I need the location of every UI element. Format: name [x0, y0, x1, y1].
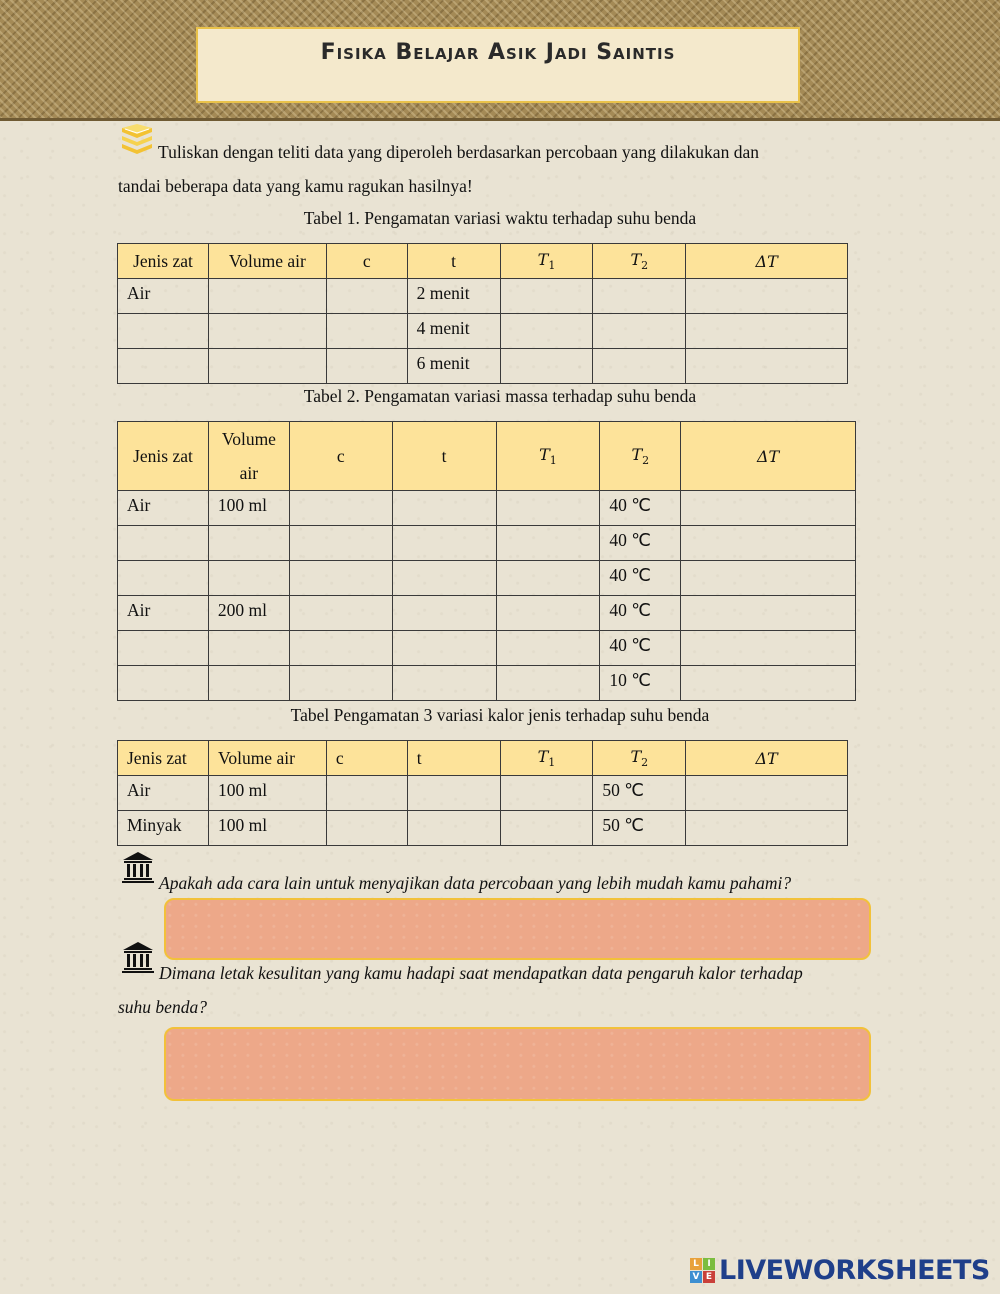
table2 [117, 421, 856, 701]
cell[interactable]: Air [118, 776, 209, 811]
cell[interactable] [686, 314, 848, 349]
cell[interactable] [326, 314, 407, 349]
cell[interactable] [686, 811, 848, 846]
cell[interactable] [118, 349, 209, 384]
cell[interactable]: 100 ml [208, 491, 289, 526]
col-header-volume-air: Volume air [208, 244, 326, 279]
col-header-t1: $T_1$ [496, 422, 600, 491]
cell[interactable] [681, 666, 856, 701]
col-header-volume-air [208, 422, 289, 491]
cell[interactable] [681, 526, 856, 561]
cell[interactable]: 10 ℃ [600, 666, 681, 701]
cell[interactable]: 100 ml [208, 811, 326, 846]
cell[interactable] [326, 279, 407, 314]
cell[interactable]: 200 ml [208, 596, 289, 631]
cell[interactable]: 40 ℃ [600, 596, 681, 631]
cell[interactable] [681, 561, 856, 596]
cell[interactable] [326, 811, 407, 846]
answer2-field[interactable] [164, 1027, 871, 1101]
cell[interactable] [392, 526, 496, 561]
cell[interactable] [289, 491, 392, 526]
col-header-t: t [407, 741, 500, 776]
cell[interactable]: Air [118, 596, 209, 631]
table-row [118, 631, 856, 666]
table-row [118, 279, 848, 314]
table-row [118, 776, 848, 811]
cell[interactable] [496, 491, 600, 526]
table-row [118, 811, 848, 846]
cell[interactable] [289, 596, 392, 631]
cell[interactable] [289, 526, 392, 561]
cell[interactable] [208, 314, 326, 349]
col-header-t2: $T_2$ [593, 741, 686, 776]
col-header-jenis-zat: Jenis zat [118, 422, 209, 491]
cell[interactable] [208, 279, 326, 314]
cell[interactable] [289, 561, 392, 596]
table-row [118, 314, 848, 349]
cell[interactable] [118, 561, 209, 596]
cell[interactable] [392, 666, 496, 701]
cell[interactable] [208, 349, 326, 384]
cell[interactable] [686, 349, 848, 384]
cell[interactable] [681, 596, 856, 631]
cell[interactable] [686, 279, 848, 314]
cell[interactable]: 4 menit [407, 314, 500, 349]
cell[interactable] [289, 631, 392, 666]
museum-icon [121, 941, 155, 973]
cell[interactable] [500, 314, 593, 349]
table2-caption: Tabel 2. Pengamatan variasi massa terhadap suhu benda [303, 386, 697, 406]
cell[interactable] [392, 561, 496, 596]
cell[interactable]: 50 ℃ [593, 811, 686, 846]
table2-header-row [118, 422, 856, 491]
col-header-volume-line2: air [239, 463, 259, 483]
table1 [117, 243, 848, 384]
col-header-t1: $T_1$ [500, 244, 593, 279]
col-header-c: c [289, 422, 392, 491]
cell[interactable] [686, 776, 848, 811]
cell[interactable] [118, 526, 209, 561]
cell[interactable] [208, 666, 289, 701]
cell[interactable] [392, 491, 496, 526]
table-row [118, 491, 856, 526]
cell[interactable]: Air [118, 279, 209, 314]
cell[interactable] [496, 526, 600, 561]
cell[interactable] [496, 666, 600, 701]
table-row [118, 666, 856, 701]
cell[interactable] [289, 666, 392, 701]
table-row [118, 349, 848, 384]
answer1-field[interactable] [164, 898, 871, 960]
cell[interactable] [392, 631, 496, 666]
cell[interactable]: 40 ℃ [600, 526, 681, 561]
cell[interactable] [681, 491, 856, 526]
cell[interactable] [496, 631, 600, 666]
cell[interactable] [392, 596, 496, 631]
cell[interactable]: 40 ℃ [600, 631, 681, 666]
intro-line-2: tandai beberapa data yang kamu ragukan hasilnya! [118, 176, 473, 196]
cell[interactable] [326, 776, 407, 811]
question2-line-2: suhu benda? [118, 997, 207, 1017]
cell[interactable] [681, 631, 856, 666]
cell[interactable] [407, 776, 500, 811]
table1-caption: Tabel 1. Pengamatan variasi waktu terhadap suhu benda [303, 208, 697, 228]
col-header-jenis-zat: Jenis zat [118, 244, 209, 279]
table-row [118, 526, 856, 561]
table-row [118, 561, 856, 596]
cell[interactable] [593, 279, 686, 314]
cell[interactable]: 50 ℃ [593, 776, 686, 811]
col-header-c: c [326, 741, 407, 776]
col-header-delta-t: ΔT [686, 244, 848, 279]
intro-line-1: Tuliskan dengan teliti data yang diperoleh berdasarkan percobaan yang dilakukan dan [158, 142, 759, 162]
cell[interactable]: 40 ℃ [600, 561, 681, 596]
cell[interactable]: 100 ml [208, 776, 326, 811]
col-header-volume-line1: Volume [221, 429, 276, 449]
cell[interactable] [593, 314, 686, 349]
liveworksheets-logo [690, 1253, 990, 1287]
table3 [117, 740, 848, 846]
books-icon [119, 122, 155, 156]
cell[interactable]: Air [118, 491, 209, 526]
cell[interactable]: 6 menit [407, 349, 500, 384]
brand-name: LIVEWORKSHEETS [719, 1254, 990, 1286]
col-header-t: t [407, 244, 500, 279]
cell[interactable] [118, 666, 209, 701]
cell[interactable]: 2 menit [407, 279, 500, 314]
cell[interactable] [593, 349, 686, 384]
col-header-t2: $T_2$ [600, 422, 681, 491]
question1-text: Apakah ada cara lain untuk menyajikan data percobaan yang lebih mudah kamu pahami? [159, 873, 792, 893]
col-header-t1: $T_1$ [500, 741, 593, 776]
cell[interactable] [407, 811, 500, 846]
cell[interactable] [208, 631, 289, 666]
col-header-delta-t: ΔT [686, 741, 848, 776]
col-header-delta-t: ΔT [681, 422, 856, 491]
table-row [118, 596, 856, 631]
cell[interactable] [208, 526, 289, 561]
question2-line-1: Dimana letak kesulitan yang kamu hadapi saat mendapatkan data pengaruh kalor terhadap [159, 963, 803, 983]
museum-icon [121, 851, 155, 883]
brand-logo-icon: L I V E [690, 1258, 715, 1283]
cell[interactable]: 40 ℃ [600, 491, 681, 526]
cell[interactable] [500, 279, 593, 314]
cell[interactable] [496, 596, 600, 631]
cell[interactable] [118, 314, 209, 349]
cell[interactable] [500, 776, 593, 811]
col-header-t2: $T_2$ [593, 244, 686, 279]
cell[interactable]: Minyak [118, 811, 209, 846]
table3-header-row [118, 741, 848, 776]
cell[interactable] [496, 561, 600, 596]
cell[interactable] [500, 811, 593, 846]
col-header-t: t [392, 422, 496, 491]
cell[interactable] [500, 349, 593, 384]
table1-header-row [118, 244, 848, 279]
cell[interactable] [118, 631, 209, 666]
cell[interactable] [208, 561, 289, 596]
table3-caption: Tabel Pengamatan 3 variasi kalor jenis terhadap suhu benda [290, 705, 710, 725]
col-header-c: c [326, 244, 407, 279]
title-box [196, 27, 800, 103]
col-header-jenis-zat: Jenis zat [118, 741, 209, 776]
col-header-volume-air: Volume air [208, 741, 326, 776]
cell[interactable] [326, 349, 407, 384]
page-title: Fisika Belajar Asik Jadi Saintis [320, 39, 676, 65]
